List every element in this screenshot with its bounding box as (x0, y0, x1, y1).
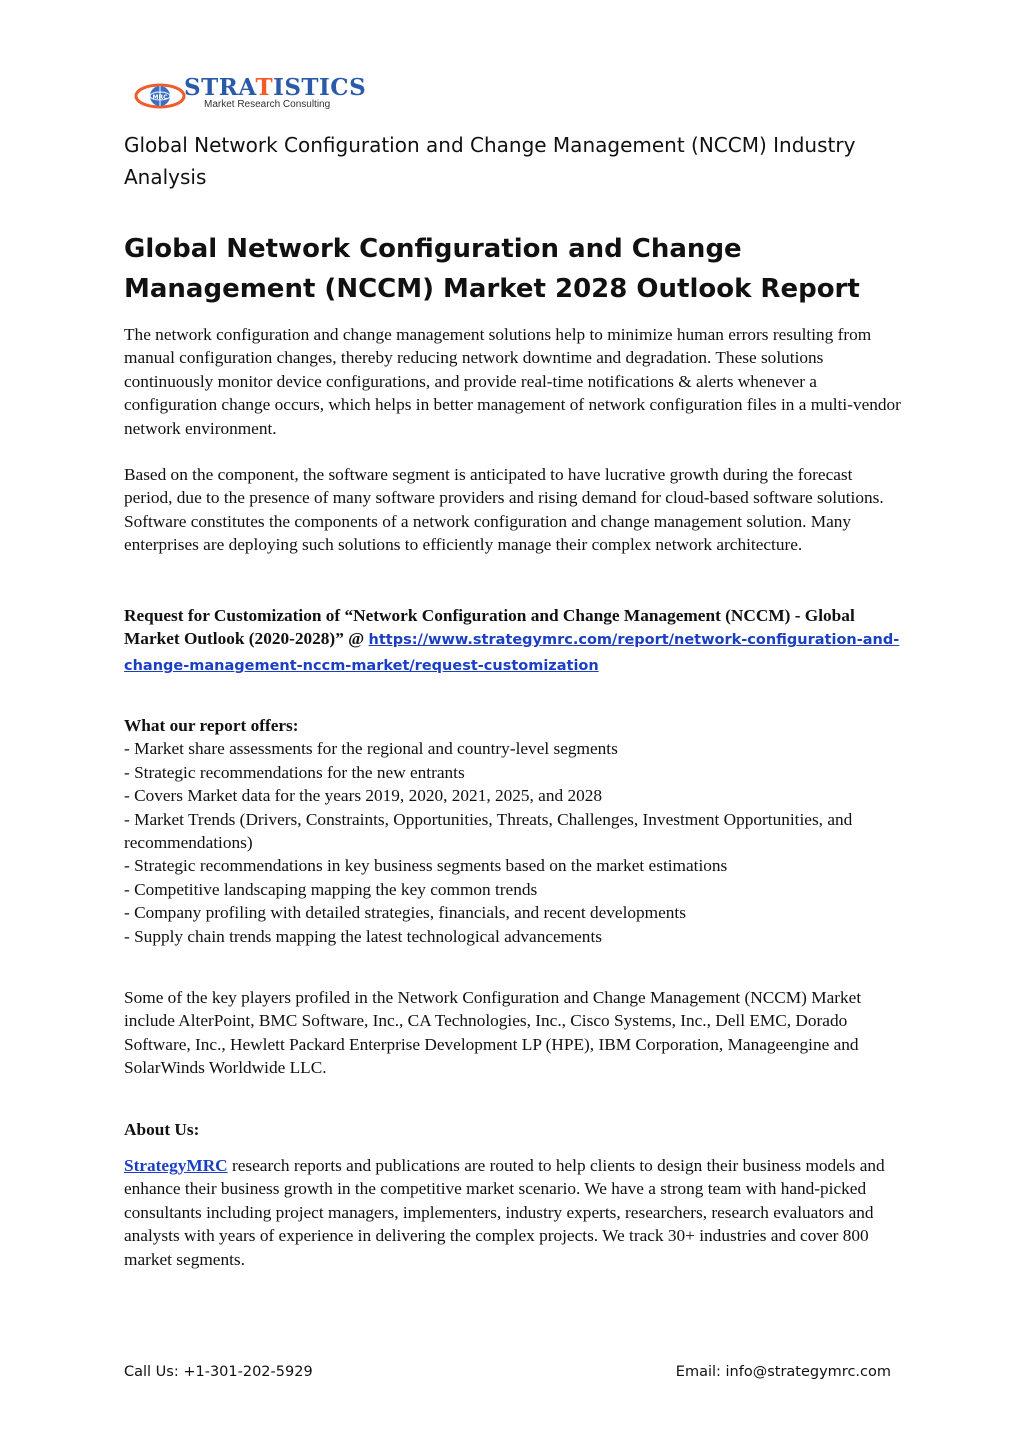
list-item: - Strategic recommendations in key business segments based on the market estimations (124, 856, 728, 876)
list-item: - Market Trends (Drivers, Constraints, Opportunities, Threats, Challenges, Investment Opportunities, and recommendations) (124, 809, 853, 853)
key-players-paragraph: Some of the key players profiled in the Network Configuration and Change Management (NCCM) Market include AlterPoint, BMC Software, Inc., CA Technologies, Inc., Cisco Systems, Inc., Dell EMC, Dorado Software, Inc., Hewlett Packard Enterprise Development LP (HPE), IBM Corporation, Manageengine and SolarWinds Worldwide LLC. (124, 988, 862, 1078)
customization-request-label: Request for Customization of “Network Configuration and Change Management (NCCM) - Global Market Outlook (2020-2028)” @ (124, 606, 855, 649)
about-us-body: research reports and publications are routed to help clients to design their business models and enhance their business growth in the competitive market scenario. We have a strong team with hand-picked consultants including project managers, implementers, industry experts, researchers, research evaluators and analysts with years of experience in delivering the complex projects. We track 30+ industries and cover 800 market segments. (124, 1156, 885, 1269)
logo-brand-name: STRATISTICS (184, 74, 367, 101)
logo-tagline: Market Research Consulting (204, 99, 331, 110)
intro-paragraph: The network configuration and change management solutions help to minimize human errors resulting from manual configuration changes, thereby reducing network downtime and degradation. These solutions continuously monitor device configurations, and provide real-time notifications & alerts whenever a configuration change occurs, which helps in better management of network configuration files in a multi-vendor network environment. (124, 325, 901, 438)
report-offers-heading: What our report offers: (124, 716, 299, 735)
customization-request (124, 604, 904, 678)
list-item: - Company profiling with detailed strategies, financials, and recent developments (124, 903, 686, 923)
list-item: - Covers Market data for the years 2019, 2020, 2021, 2025, and 2028 (124, 786, 603, 806)
strategymrc-link[interactable]: StrategyMRC (124, 1156, 228, 1175)
customization-request-link[interactable]: https://www.strategymrc.com/report/network-configuration-and-change-management-nccm-market/request-customization (124, 632, 900, 674)
report-offers-section (124, 714, 904, 948)
document-header-subtitle: Global Network Configuration and Change Management (NCCM) Industry Analysis (124, 133, 856, 189)
document-title: Global Network Configuration and Change Management (NCCM) Market 2028 Outlook Report (124, 234, 860, 304)
component-paragraph: Based on the component, the software segment is anticipated to have lucrative growth during the forecast period, due to the presence of many software providers and rising demand for cloud-based software solutions. Software constitutes the components of a network configuration and change management solution. Many enterprises are deploying such solutions to efficiently manage their complex network architecture. (124, 465, 884, 555)
footer-email: Email: info@strategymrc.com (675, 1364, 891, 1380)
list-item: - Supply chain trends mapping the latest technological advancements (124, 926, 602, 946)
logo-globe-icon (134, 76, 186, 116)
footer-phone: Call Us: +1-301-202-5929 (124, 1364, 313, 1380)
list-item: - Competitive landscaping mapping the key common trends (124, 879, 538, 899)
list-item: - Strategic recommendations for the new entrants (124, 762, 465, 782)
svg-text:MRC: MRC (152, 94, 168, 101)
about-us-heading: About Us: (124, 1120, 200, 1139)
about-us-paragraph (124, 1154, 904, 1271)
report-offers-list (124, 737, 904, 948)
company-logo (134, 74, 367, 118)
list-item: - Market share assessments for the regional and country-level segments (124, 739, 618, 759)
